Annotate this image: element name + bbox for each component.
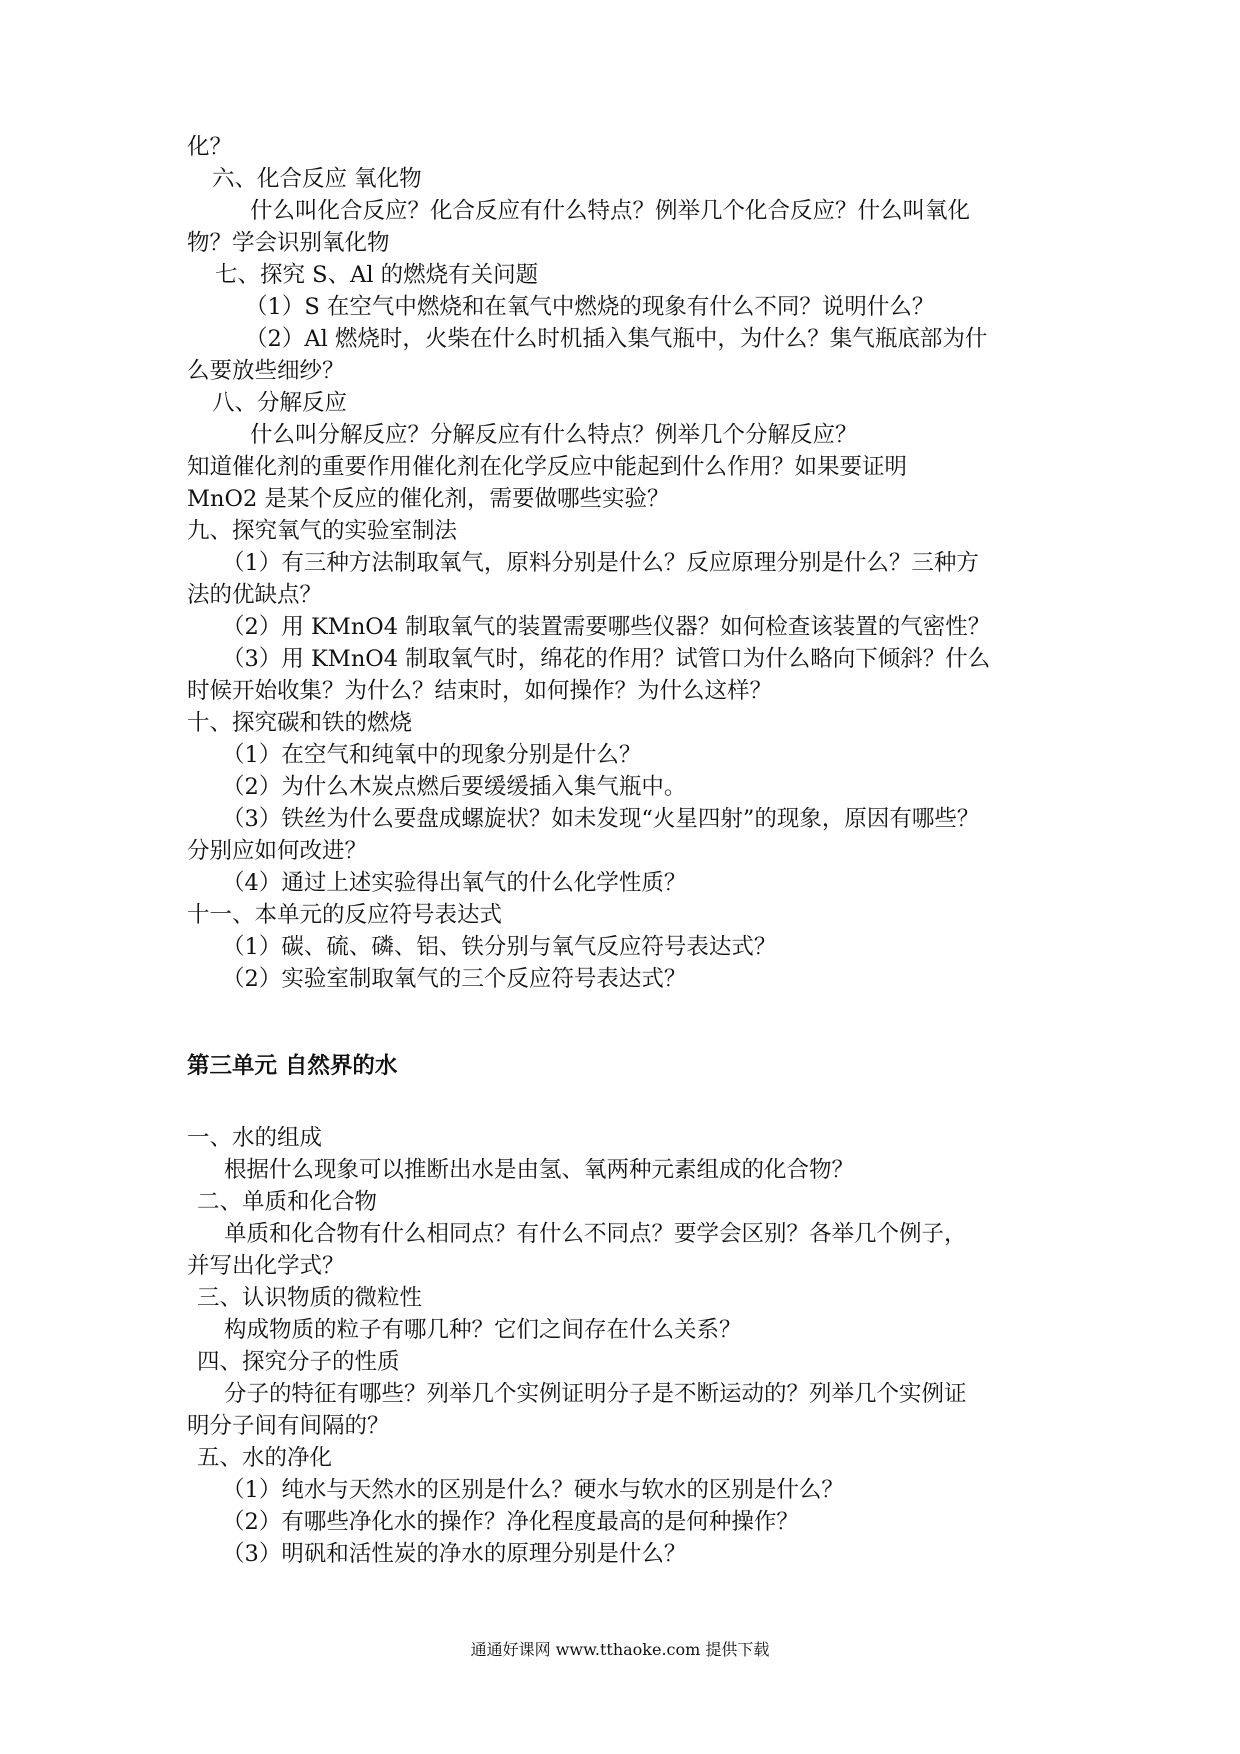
- text-line: 物？学会识别氧化物: [187, 230, 390, 256]
- text-line: （2）用 KMnO4 制取氧气的装置需要哪些仪器？如何检查该装置的气密性？: [222, 614, 991, 640]
- text-line: （1）纯水与天然水的区别是什么？硬水与软水的区别是什么？: [222, 1477, 844, 1503]
- text-line: 什么叫分解反应？分解反应有什么特点？例举几个分解反应？: [250, 422, 858, 448]
- page-footer: 通通好课网 www.tthaoke.com 提供下载: [470, 1640, 770, 1659]
- section-heading: 五、水的净化: [197, 1445, 333, 1471]
- section-heading: 四、探究分子的性质: [197, 1349, 400, 1375]
- section-heading: 三、认识物质的微粒性: [197, 1285, 423, 1311]
- section-heading: 二、单质和化合物: [197, 1189, 378, 1215]
- text-line: 明分子间有间隔的？: [187, 1413, 390, 1439]
- text-line: （1）在空气和纯氧中的现象分别是什么？: [222, 742, 642, 768]
- section-heading: 一、水的组成: [187, 1125, 323, 1151]
- section-heading: 十、探究碳和铁的燃烧: [187, 710, 413, 736]
- section-heading: 八、分解反应: [212, 390, 348, 416]
- text-line: （2）Al 燃烧时，火柴在什么时机插入集气瓶中，为什么？集气瓶底部为什: [245, 326, 988, 352]
- text-line: 法的优缺点？: [187, 582, 323, 608]
- text-line: （3）用 KMnO4 制取氧气时，绵花的作用？试管口为什么略向下倾斜？什么: [222, 646, 991, 672]
- text-line: 分别应如何改进？: [187, 838, 368, 864]
- text-line: 化？: [187, 134, 233, 160]
- section-heading: 九、探究氧气的实验室制法: [187, 518, 458, 544]
- text-line: （3）明矾和活性炭的净水的原理分别是什么？: [222, 1541, 687, 1567]
- text-line: 么要放些细纱？: [187, 358, 345, 384]
- text-line: （1）有三种方法制取氧气，原料分别是什么？反应原理分别是什么？三种方: [222, 550, 979, 576]
- text-line: 并写出化学式？: [187, 1253, 345, 1279]
- text-line: （4）通过上述实验得出氧气的什么化学性质？: [222, 870, 687, 896]
- section-heading: 十一、本单元的反应符号表达式: [187, 902, 503, 928]
- text-line: （2）有哪些净化水的操作？净化程度最高的是何种操作？: [222, 1509, 799, 1535]
- text-line: 分子的特征有哪些？列举几个实例证明分子是不断运动的？列举几个实例证: [224, 1381, 967, 1407]
- text-line: （2）为什么木炭点燃后要缓缓插入集气瓶中。: [222, 774, 687, 800]
- text-line: （1）碳、硫、磷、铝、铁分别与氧气反应符号表达式？: [222, 934, 777, 960]
- text-line: （3）铁丝为什么要盘成螺旋状？如未发现“火星四射”的现象，原因有哪些？: [222, 806, 980, 832]
- text-line: 单质和化合物有什么相同点？有什么不同点？要学会区别？各举几个例子，: [224, 1221, 967, 1247]
- text-line: （2）实验室制取氧气的三个反应符号表达式？: [222, 966, 687, 992]
- text-line: MnO2 是某个反应的催化剂，需要做哪些实验？: [187, 486, 670, 512]
- text-line: 知道催化剂的重要作用催化剂在化学反应中能起到什么作用？如果要证明: [187, 454, 908, 480]
- text-line: 什么叫化合反应？化合反应有什么特点？例举几个化合反应？什么叫氧化: [250, 198, 971, 224]
- text-line: （1）S 在空气中燃烧和在氧气中燃烧的现象有什么不同？说明什么？: [245, 294, 935, 320]
- text-line: 构成物质的粒子有哪几种？它们之间存在什么关系？: [224, 1317, 742, 1343]
- section-heading: 六、化合反应 氧化物: [212, 166, 422, 192]
- section-heading: 七、探究 S、Al 的燃烧有关问题: [215, 262, 539, 288]
- chapter-title: 第三单元 自然界的水: [187, 1053, 398, 1079]
- text-line: 根据什么现象可以推断出水是由氢、氧两种元素组成的化合物？: [224, 1157, 855, 1183]
- text-line: 时候开始收集？为什么？结束时，如何操作？为什么这样？: [187, 678, 773, 704]
